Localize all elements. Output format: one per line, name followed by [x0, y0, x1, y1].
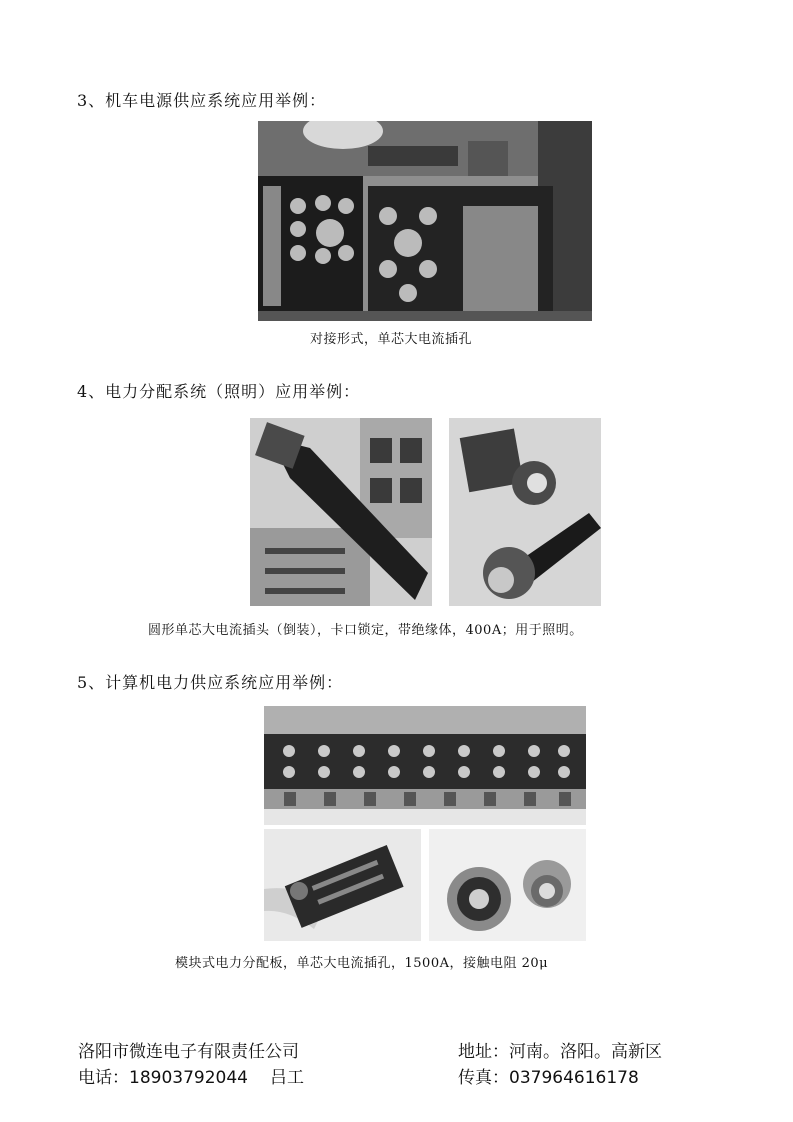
lighting-plug-photo-right: [449, 418, 601, 606]
section-5-heading: 5、计算机电力供应系统应用举例：: [77, 673, 344, 692]
footer-address: 地址：河南。洛阳。高新区: [458, 1042, 662, 1062]
section-3-heading: 3、机车电源供应系统应用举例：: [77, 91, 327, 110]
footer-company: 洛阳市微连电子有限责任公司: [78, 1042, 299, 1062]
footer-contact: 吕工: [269, 1068, 304, 1088]
footer-phone: [78, 1063, 304, 1088]
section-4-caption: 圆形单芯大电流插头（倒装），卡口锁定，带绝缘体，400A；用于照明。: [148, 623, 583, 638]
round-socket-photo: [429, 829, 586, 941]
footer-phone-number: 电话：18903792044: [78, 1068, 248, 1088]
section-4-heading: 4、电力分配系统（照明）应用举例：: [77, 382, 361, 401]
footer-fax: 传真：037964616178: [458, 1068, 639, 1088]
module-connector-photo: [264, 829, 421, 941]
section-3-caption: 对接形式，单芯大电流插孔: [310, 332, 473, 347]
lighting-plug-photo-left: [250, 418, 432, 606]
distribution-board-photo: [264, 706, 586, 825]
locomotive-connector-photo: [258, 121, 592, 321]
section-5-caption: 模块式电力分配板，单芯大电流插孔，1500A，接触电阻 20μ: [175, 956, 549, 971]
